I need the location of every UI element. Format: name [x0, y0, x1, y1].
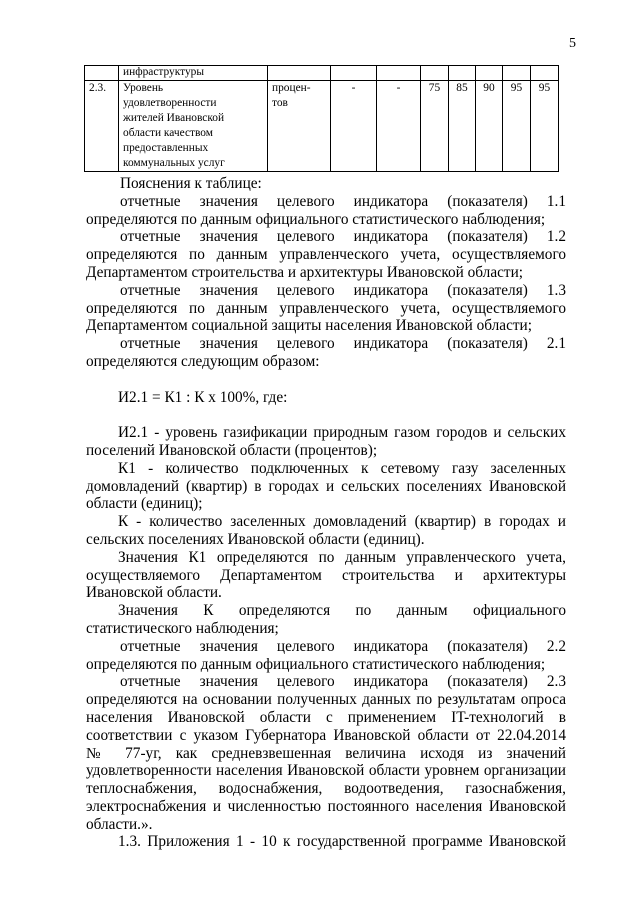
text-line: № 77-уг, как средневзвешенная величина исходя из значений [86, 744, 566, 762]
text-line: определяются по данным управленческого учета, осуществляемого [86, 246, 566, 264]
unit-line: тов [272, 97, 288, 109]
name-line: Уровень [123, 82, 164, 94]
text-line: удовлетворенности населения Ивановской области уровнем организации [86, 762, 566, 780]
text-line: 1.3. Приложения 1 - 10 к государственной программе Ивановской [118, 833, 566, 851]
text-line: области (единиц); [86, 495, 203, 513]
text-line: определяются следующим образом: [86, 352, 320, 370]
indicators-table [84, 65, 559, 172]
text-line: Департаментом социальной защиты населения Ивановской области; [86, 317, 532, 335]
text-line: К - количество заселенных домовладений (квартир) в городах и [118, 513, 566, 531]
text-line: статистического наблюдения; [86, 619, 279, 637]
name-line: удовлетворенности [123, 97, 217, 109]
formula: И2.1 = К1 : К х 100%, где: [118, 388, 288, 406]
value-cell: 95 [531, 81, 559, 172]
text-line: И2.1 - уровень газификации природным газом городов и сельских [118, 424, 566, 442]
text-line: определяются по данным управленческого учета, осуществляемого [86, 299, 566, 317]
table-row [85, 81, 559, 172]
row-number-cell: 2.3. [85, 81, 119, 172]
name-line: коммунальных услуг [123, 157, 225, 169]
name-line: области качеством [123, 127, 213, 139]
value-cell: - [377, 81, 421, 172]
value-cell: 75 [421, 81, 449, 172]
text-line: определяются по данным официального статистического наблюдения; [86, 655, 546, 673]
page-number: 5 [569, 36, 576, 51]
name-line: жителей Ивановской [123, 112, 225, 124]
text-line: Департаментом строительства и архитектуры Ивановской области; [86, 263, 524, 281]
value-cell: 95 [503, 81, 531, 172]
document-body [86, 175, 566, 851]
text-line: соответствии с указом Губернатора Ивановской области от 22.04.2014 [86, 726, 566, 744]
text-line: населения Ивановской области с применением IT-технологий в [86, 708, 566, 726]
indicator-name-cell: инфраструктуры [119, 66, 268, 81]
text-line: Значения К определяются по данным официального [118, 602, 566, 620]
name-line: предоставленных [123, 142, 209, 154]
text-line: теплоснабжения, водоснабжения, водоотведения, газоснабжения, [86, 780, 566, 798]
text-line: отчетные значения целевого индикатора (показателя) 1.1 [120, 192, 566, 210]
value-cell: - [331, 81, 377, 172]
text-line: отчетные значения целевого индикатора (показателя) 1.2 [120, 228, 566, 246]
text-line: Ивановской области. [86, 584, 222, 602]
text-line: сельских поселениях Ивановской области (единиц). [86, 530, 425, 548]
text-line: поселений Ивановской области (процентов); [86, 441, 378, 459]
text-line: отчетные значения целевого индикатора (показателя) 2.3 [120, 673, 566, 691]
text-line: отчетные значения целевого индикатора (показателя) 2.1 [120, 335, 566, 353]
indicator-name-cell [119, 81, 268, 172]
text-line: К1 - количество подключенных к сетевому газу заселенных [118, 459, 566, 477]
text-line: области.». [86, 815, 153, 833]
text-line: домовладений (квартир) в городах и сельских поселениях Ивановской [86, 477, 566, 495]
text-line: электроснабжения и численностью постоянного населения Ивановской [86, 797, 566, 815]
table-row [85, 66, 559, 81]
unit-line: процен- [272, 82, 311, 94]
value-cell: 90 [476, 81, 503, 172]
text-line: отчетные значения целевого индикатора (показателя) 1.3 [120, 281, 566, 299]
text-line: отчетные значения целевого индикатора (показателя) 2.2 [120, 637, 566, 655]
text-line: определяются на основании полученных данных по результатам опроса [86, 691, 566, 709]
text-line: осуществляемого Департаментом строительства и архитектуры [86, 566, 566, 584]
text-line: Значения К1 определяются по данным управленческого учета, [118, 548, 566, 566]
unit-cell [268, 81, 331, 172]
table-notes-heading: Пояснения к таблице: [120, 175, 262, 192]
text-line: определяются по данным официального статистического наблюдения; [86, 210, 546, 228]
value-cell: 85 [449, 81, 476, 172]
